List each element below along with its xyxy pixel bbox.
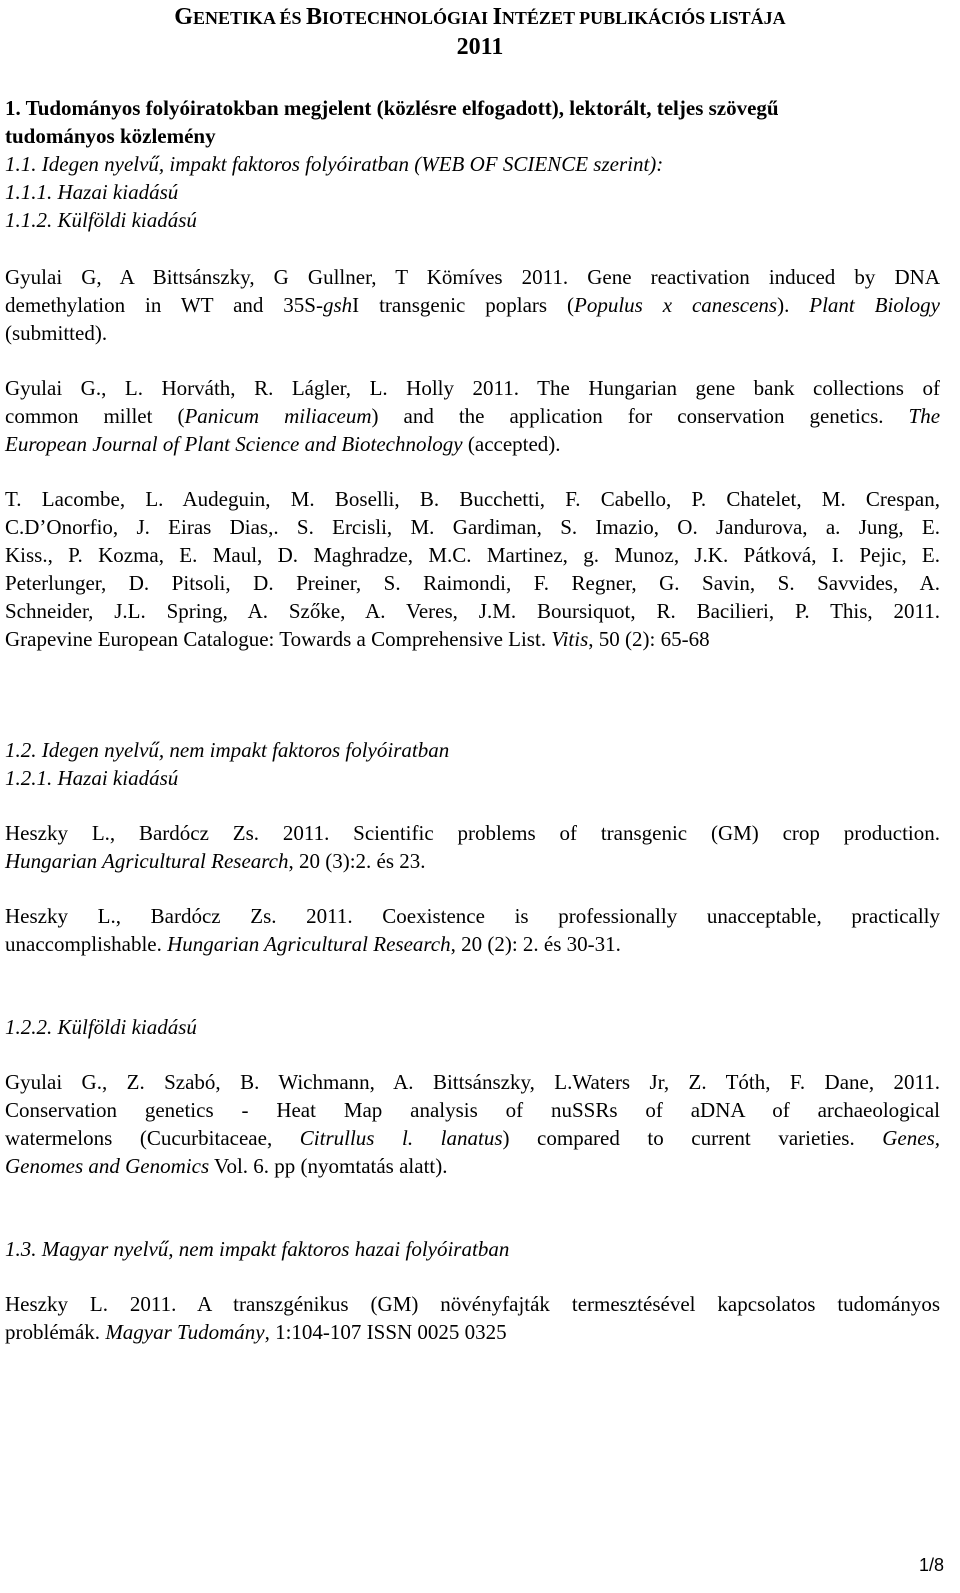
ref6-text: watermelons (Cucurbitaceae,: [5, 1126, 300, 1150]
reference-3-line-3: Kiss., P. Kozma, E. Maul, D. Maghradze, M.C. Martinez, g. Munoz, J.K. Pátková, I. Pejic, E.: [5, 543, 940, 567]
reference-3-line-1: T. Lacombe, L. Audeguin, M. Boselli, B. Bucchetti, F. Cabello, P. Chatelet, M. Crespan,: [5, 487, 940, 511]
reference-6-line-2: Conservation genetics - Heat Map analysis of nuSSRs of aDNA of archaeological: [5, 1098, 940, 1122]
title-cap-2: B: [306, 4, 323, 30]
reference-6-line-4: [5, 1151, 448, 1181]
subsection-1-1-heading: 1.1. Idegen nyelvű, impakt faktoros folyóiratban (WEB OF SCIENCE szerint):: [5, 152, 664, 176]
reference-4-line-1: Heszky L., Bardócz Zs. 2011. Scientific problems of transgenic (GM) crop production.: [5, 821, 940, 845]
year-text: 2011: [456, 34, 504, 60]
reference-7-line-1: Heszky L. 2011. A transzgénikus (GM) növényfajták termesztésével kapcsolatos tudományos: [5, 1292, 940, 1316]
reference-1-line-1: Gyulai G, A Bittsánszky, G Gullner, T Kömíves 2011. Gene reactivation induced by DNA: [5, 265, 940, 289]
page-number: 1/8: [918, 1555, 944, 1575]
subsection-1-2-heading: 1.2. Idegen nyelvű, nem impakt faktoros folyóiratban: [5, 738, 450, 762]
ref2-text: ) and the application for conservation genetics.: [371, 404, 909, 428]
subsection-1-1-1-heading: 1.1.1. Hazai kiadású: [5, 180, 179, 204]
reference-7-line-2: [5, 1317, 507, 1347]
title-cap-3: I: [492, 4, 502, 30]
reference-6-line-1: Gyulai G., Z. Szabó, B. Wichmann, A. Bittsánszky, L.Waters Jr, Z. Tóth, F. Dane, 2011.: [5, 1070, 940, 1094]
ref1-text: I transgenic poplars (: [352, 293, 574, 317]
ref2-journal-name: European Journal of Plant Science and Biotechnology: [5, 432, 463, 456]
reference-5-line-1: Heszky L., Bardócz Zs. 2011. Coexistence is professionally unacceptable, practically: [5, 904, 940, 928]
subsection-1-2-1-heading: 1.2.1. Hazai kiadású: [5, 766, 179, 790]
subsection-1-3-heading: 1.3. Magyar nyelvű, nem impakt faktoros hazai folyóiratban: [5, 1237, 510, 1261]
ref3-journal-name: Vitis: [551, 627, 589, 651]
ref7-text: problémák.: [5, 1320, 106, 1344]
reference-1-line-3: (submitted).: [5, 321, 108, 345]
subsection-1-2-2-heading: 1.2.2. Külföldi kiadású: [5, 1015, 197, 1039]
section-1-heading-line-2: tudományos közlemény: [5, 124, 216, 148]
reference-4-line-2: [5, 846, 426, 876]
ref3-text: , 50 (2): 65-68: [588, 627, 710, 651]
ref5-journal-name: Hungarian Agricultural Research: [167, 932, 451, 956]
ref2-journal-name: The: [908, 404, 941, 428]
ref5-text: unaccomplishable.: [5, 932, 168, 956]
ref6-journal-name: Genomes and Genomics: [5, 1154, 210, 1178]
ref6-text: Vol. 6. pp (nyomtatás alatt).: [209, 1154, 448, 1178]
document-title: [0, 2, 960, 33]
ref7-text: , 1:104-107 ISSN 0025 0325: [264, 1320, 507, 1344]
reference-5-line-2: [5, 929, 621, 959]
title-rest-2: IOTECHNOLÓGIAI: [322, 8, 493, 28]
ref1-species-name: Populus x canescens: [574, 293, 778, 317]
ref4-journal-name: Hungarian Agricultural Research: [5, 849, 289, 873]
title-rest-3: NTÉZET PUBLIKÁCIÓS LISTÁJA: [501, 8, 786, 28]
reference-3-line-2: C.D’Onorfio, J. Eiras Dias,. S. Ercisli, M. Gardiman, S. Imazio, O. Jandurova, a. Jung, E.: [5, 515, 940, 539]
reference-3-line-6: [5, 624, 710, 654]
ref2-text: common millet (: [5, 404, 185, 428]
subsection-1-1-2-heading: 1.1.2. Külföldi kiadású: [5, 208, 197, 232]
ref6-text: ) compared to current varieties.: [502, 1126, 883, 1150]
reference-2-line-3: [5, 429, 561, 459]
title-rest-1: ENETIKA ÉS: [192, 8, 307, 28]
reference-3-line-5: Schneider, J.L. Spring, A. Szőke, A. Veres, J.M. Boursiquot, R. Bacilieri, P. This, 2011.: [5, 599, 940, 623]
reference-2-line-2: [5, 401, 940, 431]
document-year: [0, 32, 960, 62]
ref3-text: Grapevine European Catalogue: Towards a Comprehensive List.: [5, 627, 552, 651]
reference-1-line-2: [5, 290, 940, 320]
ref7-journal-name: Magyar Tudomány: [105, 1320, 265, 1344]
reference-2-line-1: Gyulai G., L. Horváth, R. Lágler, L. Holly 2011. The Hungarian gene bank collections of: [5, 376, 940, 400]
ref4-text: , 20 (3):2. és 23.: [288, 849, 426, 873]
section-1-heading-line-1: 1. Tudományos folyóiratokban megjelent (közlésre elfogadott), lektorált, teljes szövegű: [5, 96, 779, 120]
ref6-journal-name: Genes,: [882, 1126, 940, 1150]
reference-3-line-4: Peterlunger, D. Pitsoli, D. Preiner, S. Raimondi, F. Regner, G. Savin, S. Savvides, A.: [5, 571, 940, 595]
ref2-text: (accepted).: [462, 432, 561, 456]
title-cap-1: G: [174, 4, 193, 30]
ref1-text: ).: [777, 293, 810, 317]
ref6-species-name: Citrullus l. lanatus: [299, 1126, 503, 1150]
ref5-text: , 20 (2): 2. és 30-31.: [450, 932, 621, 956]
ref1-gene-name: gsh: [322, 293, 353, 317]
ref1-text: demethylation in WT and 35S-: [5, 293, 323, 317]
ref1-journal-name: Plant Biology: [809, 293, 940, 317]
ref2-species-name: Panicum miliaceum: [184, 404, 372, 428]
reference-6-line-3: [5, 1123, 940, 1153]
